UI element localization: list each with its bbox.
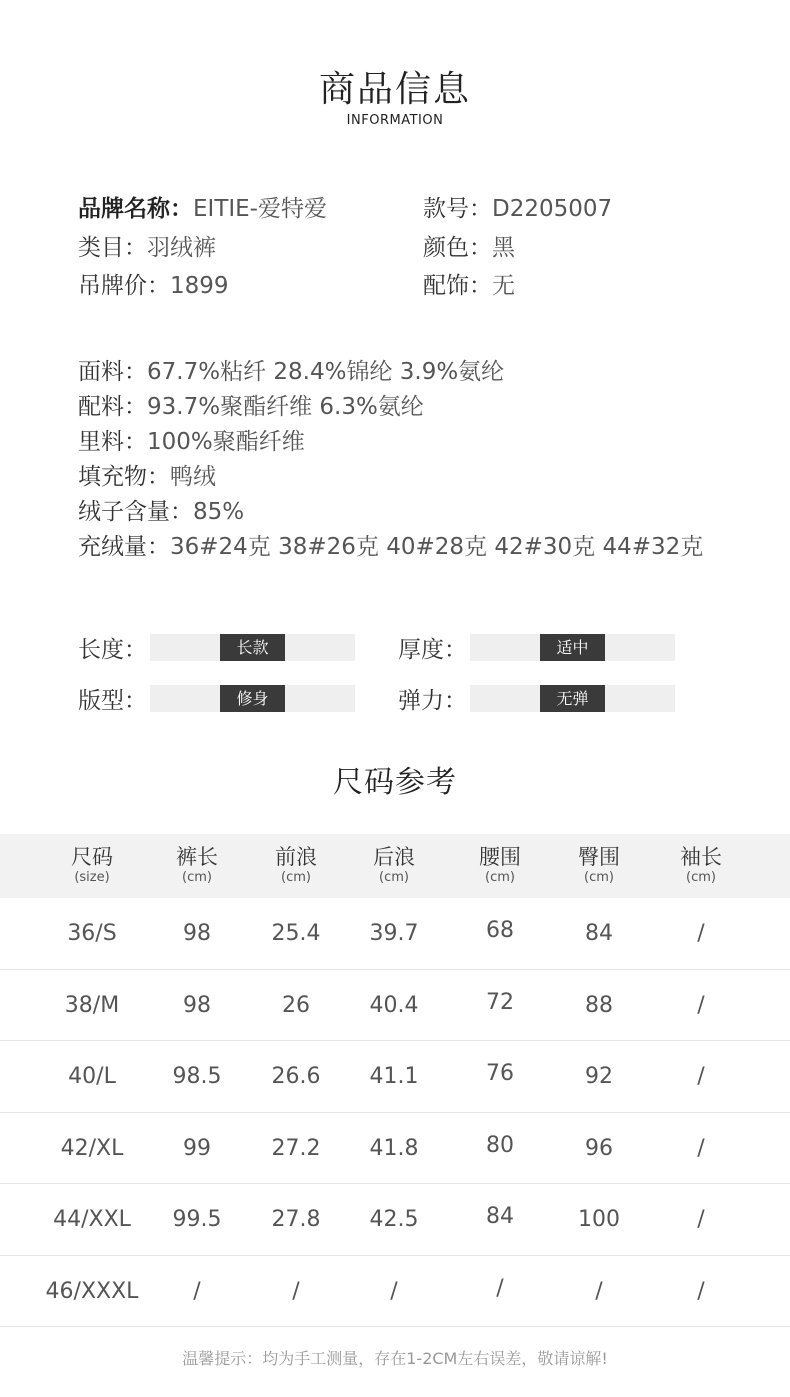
material-label: 里料： <box>78 429 147 455</box>
fit-scale <box>150 685 355 712</box>
material-row <box>78 355 778 390</box>
table-cell: / <box>193 1278 201 1304</box>
page-title: 商品信息 <box>318 69 471 110</box>
accessory-field <box>423 267 768 306</box>
table-row <box>0 898 790 970</box>
table-cell: 98 <box>183 921 211 946</box>
table-cell: 44/XXL <box>53 1207 131 1232</box>
table-row <box>0 1113 790 1185</box>
table-cell: 27.2 <box>271 1135 321 1161</box>
column-header <box>544 844 654 886</box>
table-row <box>0 1041 790 1113</box>
price-field <box>78 267 423 306</box>
table-body <box>0 898 790 1327</box>
stretch-attribute <box>398 682 718 715</box>
price-label: 吊牌价： <box>78 273 170 299</box>
thickness-scale <box>470 634 675 661</box>
table-cell: / <box>292 1278 300 1304</box>
size-chart-title: 尺码参考 <box>333 765 457 800</box>
thickness-chip: 适中 <box>540 634 605 661</box>
table-cell: 26 <box>282 992 310 1018</box>
material-row <box>78 495 778 530</box>
material-value: 93.7%聚酯纤维 6.3%氨纶 <box>147 394 424 420</box>
fit-label: 版型： <box>78 688 147 714</box>
table-row <box>0 1184 790 1256</box>
table-cell: 41.1 <box>369 1064 419 1089</box>
table-cell: 98 <box>183 992 211 1018</box>
table-cell: 42.5 <box>369 1207 419 1232</box>
length-chip: 长款 <box>220 634 285 661</box>
column-header-label: 尺码 <box>71 845 113 869</box>
thickness-attribute <box>398 631 718 664</box>
column-header-label: 前浪 <box>275 845 317 869</box>
color-field <box>423 229 768 268</box>
stretch-chip: 无弹 <box>540 685 605 712</box>
table-row <box>0 1256 790 1328</box>
material-row <box>78 390 778 425</box>
column-header <box>646 844 756 886</box>
column-header-unit: (cm) <box>379 870 409 885</box>
color-value: 黑 <box>492 234 515 261</box>
table-cell: / <box>697 1278 705 1304</box>
column-header-label: 臀围 <box>578 845 620 869</box>
material-value: 100%聚酯纤维 <box>147 429 305 455</box>
material-label: 绒子含量： <box>78 499 193 525</box>
material-value: 85% <box>193 499 245 525</box>
brand-field <box>78 190 423 229</box>
material-row <box>78 425 778 460</box>
column-header-unit: (cm) <box>584 870 614 885</box>
stretch-label: 弹力： <box>398 688 467 714</box>
material-label: 面料： <box>78 359 147 385</box>
table-cell: 42/XL <box>60 1135 124 1161</box>
length-attribute <box>78 631 398 664</box>
table-cell: / <box>697 921 705 946</box>
size-table <box>0 834 790 1327</box>
attribute-row <box>78 673 718 724</box>
column-header <box>445 844 555 886</box>
price-value: 1899 <box>170 273 229 299</box>
table-header <box>0 834 790 898</box>
table-cell: 92 <box>585 1064 613 1089</box>
column-header-label: 袖长 <box>680 845 722 869</box>
material-label: 配料： <box>78 394 147 420</box>
attribute-row <box>78 622 718 673</box>
thickness-label: 厚度： <box>398 637 467 663</box>
material-row <box>78 530 778 565</box>
brand-label: 品牌名称： <box>78 196 193 222</box>
column-header <box>339 844 449 886</box>
info-row <box>78 190 768 229</box>
style-number-value: D2205007 <box>492 196 613 222</box>
brand-value: EITIE-爱特爱 <box>193 196 327 222</box>
table-cell: / <box>697 1064 705 1089</box>
style-number-field <box>423 190 768 229</box>
column-header-label: 后浪 <box>373 845 415 869</box>
table-cell: / <box>390 1278 398 1304</box>
category-label: 类目： <box>78 234 147 261</box>
column-header-unit: (cm) <box>686 870 716 885</box>
attributes-panel <box>78 622 718 724</box>
table-cell: / <box>595 1278 603 1304</box>
length-label: 长度： <box>78 637 147 663</box>
column-header-label: 腰围 <box>479 845 521 869</box>
table-cell: 84 <box>486 1204 514 1229</box>
table-cell: 39.7 <box>369 921 419 946</box>
material-value: 36#24克 38#26克 40#28克 42#30克 44#32克 <box>170 534 704 560</box>
table-cell: 46/XXXL <box>45 1278 139 1304</box>
category-value: 羽绒裤 <box>147 234 216 261</box>
column-header <box>142 844 252 886</box>
table-cell: 25.4 <box>271 921 321 946</box>
column-header-unit: (cm) <box>485 870 515 885</box>
info-row <box>78 267 768 306</box>
material-label: 填充物： <box>78 464 170 490</box>
table-cell: 98.5 <box>172 1064 222 1089</box>
column-header <box>241 844 351 886</box>
column-header-unit: (size) <box>74 870 110 885</box>
column-header-unit: (cm) <box>182 870 212 885</box>
color-label: 颜色： <box>423 234 492 261</box>
accessory-value: 无 <box>492 273 515 299</box>
footer-note: 温馨提示：均为手工测量，存在1-2CM左右误差，敬请谅解! <box>182 1349 608 1368</box>
column-header-unit: (cm) <box>281 870 311 885</box>
stretch-scale <box>470 685 675 712</box>
style-number-label: 款号： <box>423 196 492 222</box>
table-cell: 99 <box>183 1135 211 1161</box>
material-row <box>78 460 778 495</box>
table-cell: / <box>697 1135 705 1161</box>
table-cell: 40.4 <box>369 992 419 1018</box>
column-header-label: 裤长 <box>176 845 218 869</box>
table-cell: 41.8 <box>369 1135 419 1161</box>
table-cell: 84 <box>585 921 613 946</box>
table-cell: 88 <box>585 992 613 1018</box>
page-subtitle: INFORMATION <box>346 113 444 128</box>
table-cell: 80 <box>486 1132 514 1158</box>
table-cell: / <box>697 992 705 1018</box>
table-cell: 96 <box>585 1135 613 1161</box>
table-cell: 76 <box>486 1061 514 1086</box>
table-cell: / <box>496 1275 504 1301</box>
table-cell: 36/S <box>67 921 117 946</box>
fit-chip: 修身 <box>220 685 285 712</box>
table-cell: 38/M <box>64 992 120 1018</box>
category-field <box>78 229 423 268</box>
info-row <box>78 229 768 268</box>
table-cell: 99.5 <box>172 1207 222 1232</box>
column-header <box>37 844 147 886</box>
materials-list <box>78 355 778 565</box>
table-cell: 68 <box>486 918 514 943</box>
fit-attribute <box>78 682 398 715</box>
table-cell: 40/L <box>68 1064 116 1089</box>
table-cell: 100 <box>578 1207 620 1232</box>
length-scale <box>150 634 355 661</box>
product-info <box>78 190 768 306</box>
table-cell: 26.6 <box>271 1064 321 1089</box>
accessory-label: 配饰： <box>423 273 492 299</box>
material-value: 67.7%粘纤 28.4%锦纶 3.9%氨纶 <box>147 359 505 385</box>
table-cell: 72 <box>486 989 514 1015</box>
table-cell: / <box>697 1207 705 1232</box>
material-value: 鸭绒 <box>170 464 216 490</box>
material-label: 充绒量： <box>78 534 170 560</box>
table-cell: 27.8 <box>271 1207 321 1232</box>
table-row <box>0 970 790 1042</box>
